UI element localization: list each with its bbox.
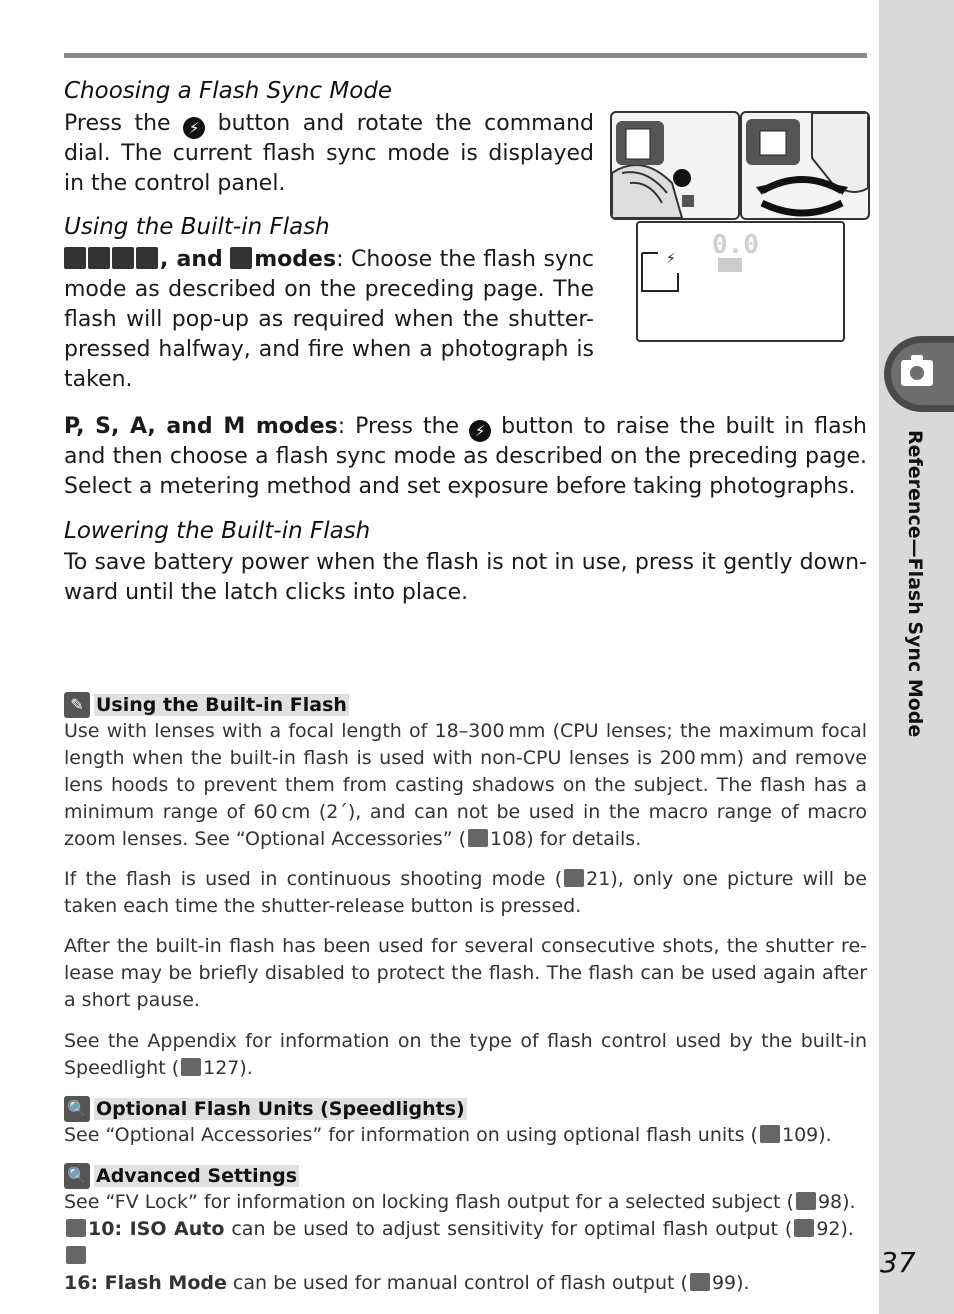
modes-bold: modes xyxy=(254,247,337,272)
psam-paragraph xyxy=(64,412,867,502)
using-paragraph xyxy=(64,245,594,395)
night-portrait-mode-icon xyxy=(230,247,252,269)
pencil-icon: ✎ xyxy=(64,692,90,718)
modes-label: , and xyxy=(160,247,223,272)
page-ref-icon xyxy=(796,1192,816,1210)
display-readout: 0.0 xyxy=(712,230,759,260)
closeup-mode-icon xyxy=(136,247,158,269)
page-ref-icon xyxy=(794,1219,814,1237)
top-rule xyxy=(64,53,867,58)
choosing-text-before: Press the xyxy=(64,111,171,136)
page-ref-icon xyxy=(468,829,488,847)
note-builtin-p1-a: Use with lenses with a focal length of 18–300 mm (CPU lenses; the maximum focal length when the built-in flash is used with non-CPU lenses is 200 mm) and remove lens hoods to prevent them from casting shadows on the subject. The flash has a minimum range of 60 cm (2´), and can not be used in the macro range of macro zoom lenses. See “Optional Accessories” ( xyxy=(64,720,867,850)
command-dial-illustration xyxy=(740,111,870,220)
note-builtin-p4-b: 127). xyxy=(203,1057,253,1079)
note-builtin-p1 xyxy=(64,718,867,853)
note-advanced-text xyxy=(64,1189,867,1297)
page-ref-icon xyxy=(690,1273,710,1291)
psam-after: button to raise the built in flash and then choose a flash sync mode as described on the preceding page. Select a metering method and set exposure before taking photographs. xyxy=(64,414,867,499)
note-optional-header xyxy=(64,1096,467,1122)
psam-bold: P, S, A, and M modes xyxy=(64,414,338,439)
note-optional-title: Optional Flash Units (Speedlights) xyxy=(96,1098,465,1120)
note-advanced-l1-b: 98). xyxy=(817,1191,856,1213)
page-number: 37 xyxy=(880,1246,916,1279)
note-builtin-p2-a: If the flash is used in continuous shooting mode ( xyxy=(64,868,563,890)
custom-setting-icon xyxy=(66,1219,86,1237)
section-title-vertical xyxy=(904,430,930,740)
note-advanced-title: Advanced Settings xyxy=(96,1165,298,1187)
child-mode-icon xyxy=(112,247,134,269)
note-builtin-p2 xyxy=(64,866,867,920)
svg-text:⚡: ⚡ xyxy=(666,251,676,267)
control-panel-illustration xyxy=(636,221,845,342)
portrait-mode-icon xyxy=(88,247,110,269)
modes-text: : Choose the flash sync mode as described on the preceding page. The flash will pop-up as required when the shutter-pressed halfway, and fire when a photograph is taken. xyxy=(64,247,594,392)
note-builtin-title: Using the Built-in Flash xyxy=(96,694,347,716)
auto-mode-icon xyxy=(64,247,86,269)
note-optional-b: 109). xyxy=(781,1124,832,1146)
note-builtin-p1-b: 108) for details. xyxy=(490,828,642,850)
iso-b: 92). xyxy=(816,1218,854,1240)
page-ref-icon xyxy=(181,1058,201,1076)
choosing-paragraph xyxy=(64,109,594,199)
magnifier-icon: 🔍 xyxy=(64,1096,90,1122)
note-builtin-p4 xyxy=(64,1028,867,1082)
page-ref-icon xyxy=(564,869,584,887)
note-builtin-p4-a: See the Appendix for information on the type of flash control used by the built-in Speedlight ( xyxy=(64,1030,867,1079)
note-advanced-header xyxy=(64,1163,299,1189)
heading-lowering: Lowering the Built-in Flash xyxy=(64,518,371,544)
iso-auto-label: 10: ISO Auto xyxy=(88,1218,225,1240)
lowering-paragraph: To save battery power when the flash is not in use, press it gently down-ward until the latch clicks into place. xyxy=(64,550,867,605)
note-optional-a: See “Optional Accessories” for information on using optional flash units ( xyxy=(64,1124,758,1146)
choosing-text-after: button and rotate the command dial. The current flash sync mode is displayed in the control panel. xyxy=(64,111,594,196)
note-builtin-p2-b: 21), only one picture will be taken each time the shutter-release button is pressed. xyxy=(64,868,867,917)
flash-button-icon-2: ⚡ xyxy=(469,420,491,442)
section-title: Reference—Flash Sync Mode xyxy=(904,430,926,738)
note-optional-text xyxy=(64,1122,867,1149)
iso-a: can be used to adjust sensitivity for optimal flash output ( xyxy=(231,1218,793,1240)
flash-a: can be used for manual control of flash output ( xyxy=(232,1272,688,1294)
camera-icon xyxy=(901,360,933,386)
magnifier-icon: 🔍 xyxy=(64,1163,90,1189)
note-builtin-header xyxy=(64,692,349,718)
psam-before: : Press the xyxy=(337,414,460,439)
note-builtin-p3: After the built-in flash has been used for several consecutive shots, the shutter re-lease may be briefly disabled to protect the flash. The flash can be used again after a short pause. xyxy=(64,935,867,1011)
heading-choosing: Choosing a Flash Sync Mode xyxy=(64,78,393,104)
camera-flash-button-illustration xyxy=(610,111,740,220)
flash-button-icon: ⚡ xyxy=(183,117,205,139)
custom-setting-icon xyxy=(66,1246,86,1264)
note-advanced-l1-a: See “FV Lock” for information on locking flash output for a selected subject ( xyxy=(64,1191,794,1213)
page-ref-icon xyxy=(760,1125,780,1143)
flash-b: 99). xyxy=(711,1272,750,1294)
flash-mode-label: 16: Flash Mode xyxy=(64,1272,227,1294)
heading-using: Using the Built-in Flash xyxy=(64,214,330,240)
